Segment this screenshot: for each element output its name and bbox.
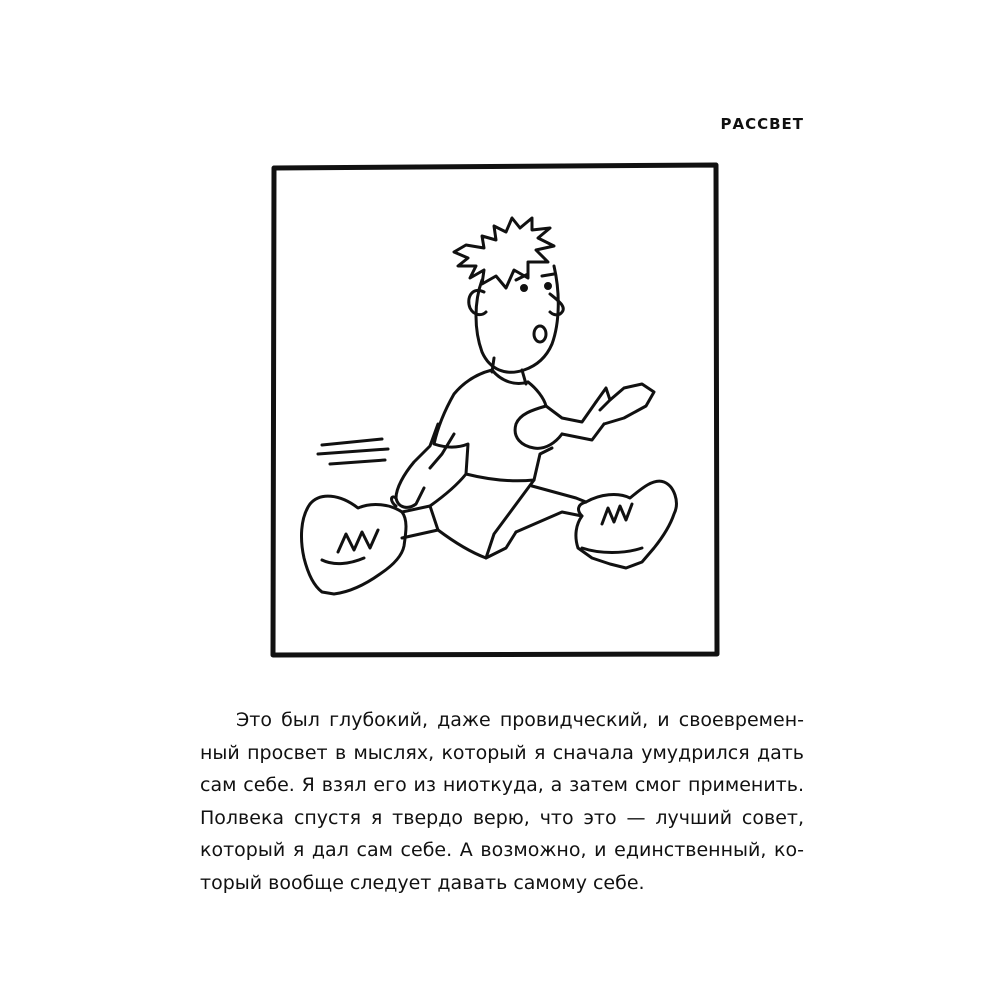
hair [454,218,554,288]
paragraph-line: который я дал сам себе. А возможно, и единственный, ко- [200,839,804,861]
sleeve [515,382,562,448]
paragraph-line: Это был глубокий, даже провидческий, и своевремен- [236,709,804,731]
speed-line [330,460,385,464]
paragraph-line: торый вообще следует давать самому себе. [200,871,645,894]
front-leg [516,512,582,532]
illustration-frame [270,162,720,658]
running-head-title: РАССВЕТ [720,115,804,133]
mouth [534,326,546,342]
front-shoe [576,481,676,568]
front-shoe-sole [582,548,642,553]
eye [546,284,551,289]
eye [522,286,527,291]
back-leg [402,530,438,538]
back-shoe-sole [322,558,364,564]
speed-line [322,439,382,445]
back-shoe [302,496,406,594]
paragraph-line: Полвека спустя я твердо верю, что это — лучший совет, [200,806,804,829]
forearm [562,424,604,440]
thumb [600,400,610,410]
shorts [430,474,534,558]
eyebrow [542,274,554,276]
paragraph-line: сам себе. Я взял его из ниоткуда, а затем смог применить. [200,774,804,796]
forearm [546,402,596,422]
front-leg [532,486,586,502]
back-shoe-laces [338,530,378,552]
running-man-drawing-icon [270,162,720,658]
speed-line [318,449,388,454]
back-hand [392,497,397,506]
paragraph-line: ный просвет в мыслях, который я сначала умудрился дать [200,741,804,764]
body-paragraph [200,704,804,899]
front-shoe-laces [602,504,632,524]
